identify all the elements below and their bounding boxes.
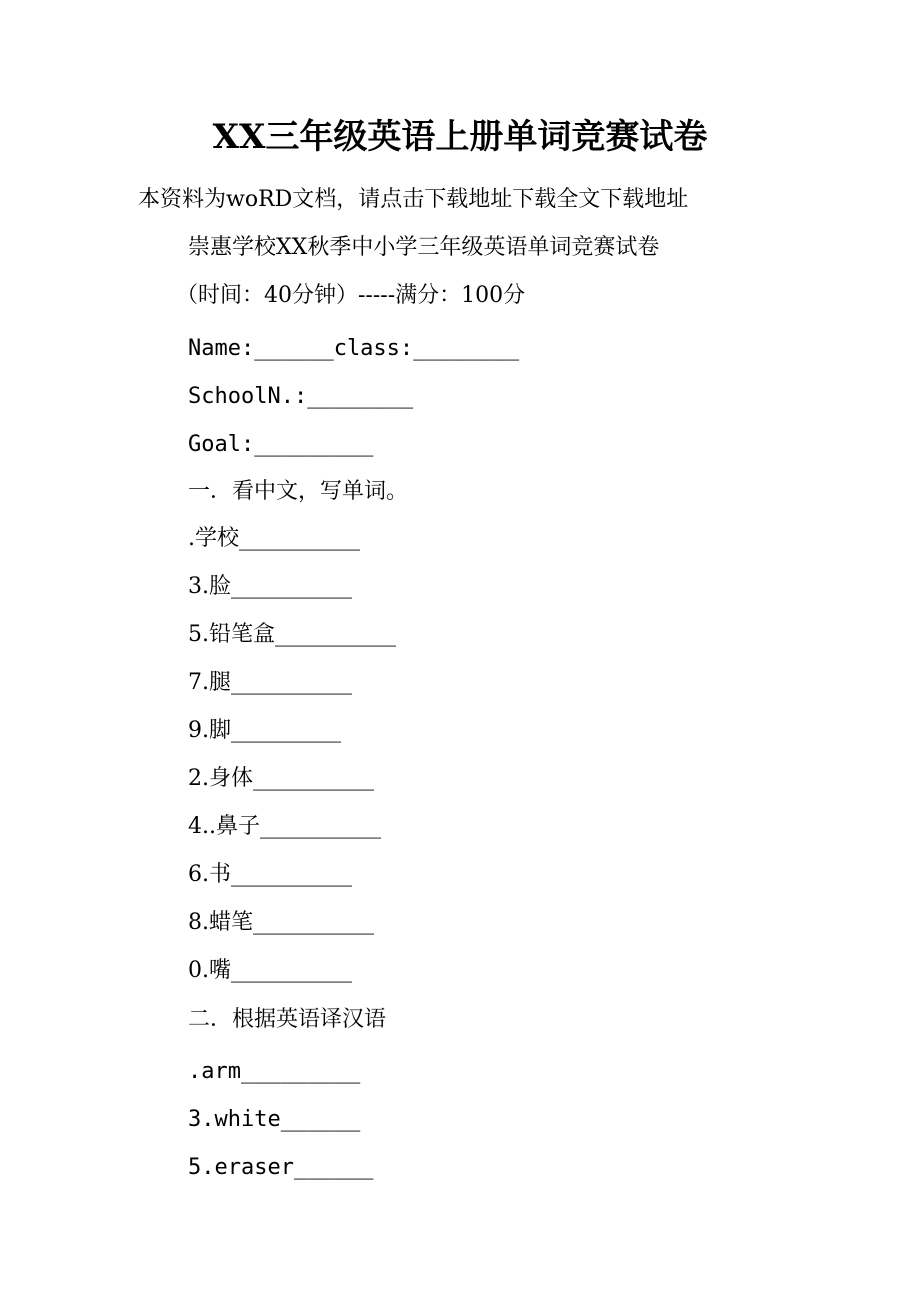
section-2-item: .arm_________	[188, 1059, 361, 1084]
section-1-item: 3.脸___________	[188, 574, 352, 599]
section-1-item: 7.腿___________	[188, 670, 352, 695]
section-1-item: 8.蜡笔___________	[188, 910, 374, 935]
section-1-item: 9.脚__________	[188, 718, 341, 743]
section-1-item: .学校___________	[188, 526, 360, 551]
section-1-item: 4..鼻子___________	[188, 814, 381, 839]
section-1-heading: 一．看中文，写单词。	[188, 479, 409, 504]
exam-subtitle: 崇惠学校XX秋季中小学三年级英语单词竞赛试卷	[188, 235, 660, 260]
section-1-item: 5.铅笔盒___________	[188, 622, 396, 647]
document-title: XX三年级英语上册单词竞赛试卷	[212, 117, 708, 157]
section-1-item: 6.书___________	[188, 862, 352, 887]
school-number-field: SchoolN.:________	[188, 384, 414, 409]
section-1-item: 0.嘴___________	[188, 958, 352, 983]
section-2-heading: 二．根据英语译汉语	[188, 1007, 387, 1032]
goal-field: Goal:_________	[188, 432, 374, 457]
intro-text: 本资料为woRD文档，请点击下载地址下载全文下载地址	[138, 187, 689, 212]
section-2-item: 5.eraser______	[188, 1155, 374, 1180]
name-class-field: Name:______class:________	[188, 336, 520, 361]
section-2-item: 3.white______	[188, 1107, 361, 1132]
section-1-item: 2.身体___________	[188, 766, 374, 791]
time-info: （时间：40分钟）-----满分：100分	[176, 283, 526, 308]
